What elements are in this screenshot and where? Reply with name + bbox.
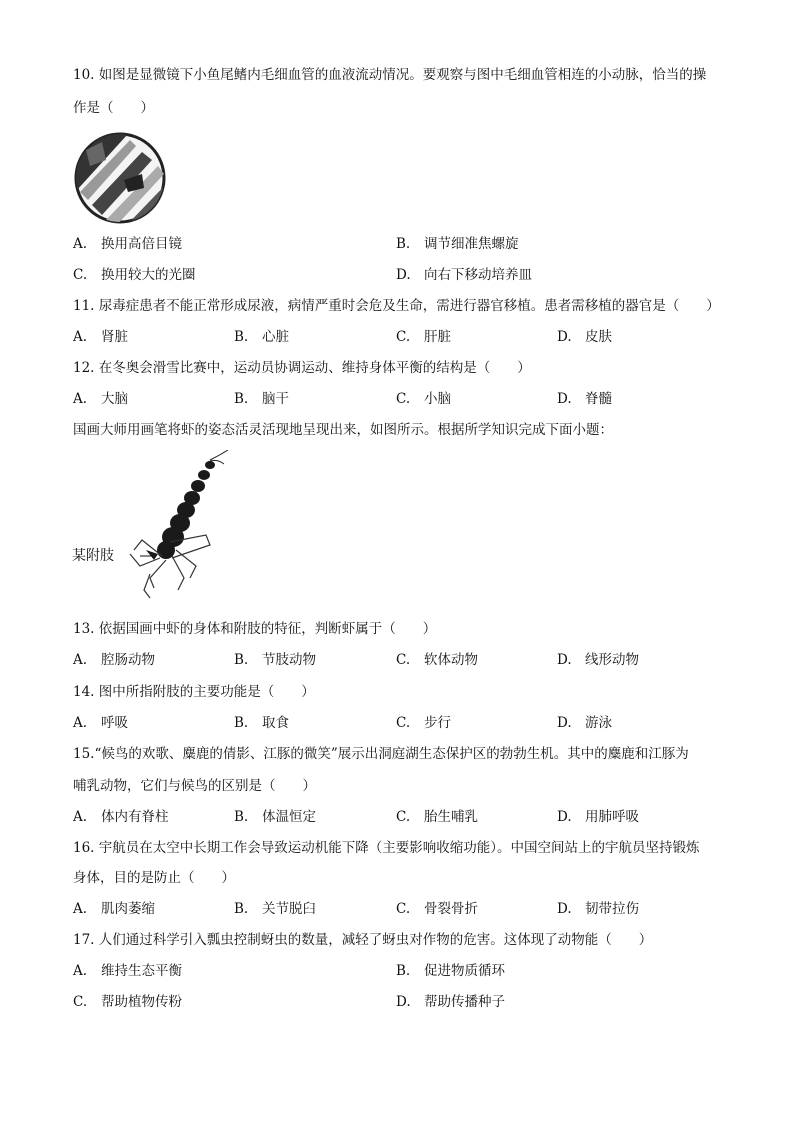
option-key: C. <box>396 329 411 345</box>
q15-stem-line2: 哺乳动物，它们与候鸟的区别是（ ） <box>73 778 316 794</box>
option-text: 换用较大的光圈 <box>101 267 196 283</box>
q13-option-c[interactable] <box>396 651 478 669</box>
option-text: 调节细准焦螺旋 <box>424 236 519 252</box>
option-text: 呼吸 <box>101 715 128 731</box>
option-text: 软体动物 <box>424 652 478 668</box>
q13-stem: 13. 依据国画中虾的身体和附肢的特征，判断虾属于（ ） <box>73 621 437 637</box>
option-text: 脊髓 <box>585 391 612 407</box>
option-key: A. <box>73 236 88 252</box>
shrimp-intro-text: 国画大师用画笔将虾的姿态活灵活现地呈现出来，如图所示。根据所学知识完成下面小题： <box>73 422 613 438</box>
q12-option-b[interactable] <box>234 390 289 408</box>
option-text: 皮肤 <box>585 329 612 345</box>
q16-option-d[interactable] <box>557 900 639 918</box>
q16-stem-line2: 身体，目的是防止（ ） <box>73 870 235 886</box>
q12-option-c[interactable] <box>396 390 451 408</box>
option-key: D. <box>557 809 572 825</box>
option-text: 肌肉萎缩 <box>101 901 155 917</box>
option-key: B. <box>234 715 249 731</box>
option-key: D. <box>557 652 572 668</box>
option-text: 关节脱臼 <box>262 901 316 917</box>
option-text: 脑干 <box>262 391 289 407</box>
q15-option-d[interactable] <box>557 808 639 826</box>
option-text: 节肢动物 <box>262 652 316 668</box>
option-key: A. <box>73 652 88 668</box>
shrimp-body <box>146 461 215 560</box>
option-text: 大脑 <box>101 391 128 407</box>
q13-option-a[interactable] <box>73 651 155 669</box>
option-text: 维持生态平衡 <box>101 963 182 979</box>
q11-option-c[interactable] <box>396 328 451 346</box>
option-key: C. <box>73 994 88 1010</box>
q16-stem-line1: 16. 宇航员在太空中长期工作会导致运动机能下降（主要影响收缩功能）。中国空间站上的宇航员坚持锻炼 <box>73 840 700 856</box>
option-key: A. <box>73 715 88 731</box>
option-key: A. <box>73 391 88 407</box>
option-key: C. <box>73 267 88 283</box>
q10-option-b[interactable] <box>396 235 519 253</box>
option-key: B. <box>396 236 411 252</box>
option-key: B. <box>396 963 411 979</box>
q17-option-a[interactable] <box>73 962 182 980</box>
q11-stem: 11. 尿毒症患者不能正常形成尿液，病情严重时会危及生命，需进行器官移植。患者需移植的器官是（ ） <box>73 298 720 314</box>
option-key: B. <box>234 652 249 668</box>
q15-option-b[interactable] <box>234 808 316 826</box>
option-key: A. <box>73 901 88 917</box>
option-text: 心脏 <box>262 329 289 345</box>
option-key: B. <box>234 901 249 917</box>
q16-option-b[interactable] <box>234 900 316 918</box>
q10-option-a[interactable] <box>73 235 182 253</box>
option-key: D. <box>396 994 411 1010</box>
q14-stem: 14. 图中所指附肢的主要功能是（ ） <box>73 684 315 700</box>
q13-option-d[interactable] <box>557 651 639 669</box>
q17-option-d[interactable] <box>396 993 505 1011</box>
option-text: 胎生哺乳 <box>424 809 478 825</box>
option-text: 取食 <box>262 715 289 731</box>
option-key: D. <box>396 267 411 283</box>
q11-option-d[interactable] <box>557 328 612 346</box>
q13-option-b[interactable] <box>234 651 316 669</box>
option-text: 用肺呼吸 <box>585 809 639 825</box>
option-text: 帮助传播种子 <box>424 994 505 1010</box>
microscope-view-figure <box>72 130 168 226</box>
q12-option-d[interactable] <box>557 390 612 408</box>
option-text: 体内有脊柱 <box>101 809 169 825</box>
option-text: 小脑 <box>424 391 451 407</box>
q12-option-a[interactable] <box>73 390 128 408</box>
option-text: 换用高倍目镜 <box>101 236 182 252</box>
q17-option-c[interactable] <box>73 993 182 1011</box>
option-key: D. <box>557 715 572 731</box>
option-key: A. <box>73 329 88 345</box>
option-text: 促进物质循环 <box>424 963 505 979</box>
q15-option-c[interactable] <box>396 808 478 826</box>
option-key: C. <box>396 391 411 407</box>
q11-option-a[interactable] <box>73 328 128 346</box>
option-key: B. <box>234 809 249 825</box>
option-text: 韧带拉伤 <box>585 901 639 917</box>
q12-stem: 12. 在冬奥会滑雪比赛中，运动员协调运动、维持身体平衡的结构是（ ） <box>73 360 531 376</box>
q10-stem-line2: 作是（ ） <box>73 100 154 116</box>
option-text: 帮助植物传粉 <box>101 994 182 1010</box>
option-text: 肝脏 <box>424 329 451 345</box>
q10-option-c[interactable] <box>73 266 196 284</box>
option-key: D. <box>557 391 572 407</box>
option-key: B. <box>234 329 249 345</box>
q17-option-b[interactable] <box>396 962 505 980</box>
q11-option-b[interactable] <box>234 328 289 346</box>
option-text: 骨裂骨折 <box>424 901 478 917</box>
option-key: C. <box>396 652 411 668</box>
q10-stem-line1: 10. 如图是显微镜下小鱼尾鳍内毛细血管的血液流动情况。要观察与图中毛细血管相连的小动脉，恰当的操 <box>73 67 707 83</box>
q16-option-c[interactable] <box>396 900 478 918</box>
q16-option-a[interactable] <box>73 900 155 918</box>
option-key: A. <box>73 963 88 979</box>
q17-stem: 17. 人们通过科学引入瓢虫控制蚜虫的数量，减轻了蚜虫对作物的危害。这体现了动物能（ ） <box>73 932 653 948</box>
q14-option-b[interactable] <box>234 714 289 732</box>
shrimp-painting-figure <box>110 450 240 600</box>
option-text: 游泳 <box>585 715 612 731</box>
option-key: D. <box>557 901 572 917</box>
option-key: C. <box>396 901 411 917</box>
option-text: 腔肠动物 <box>101 652 155 668</box>
appendage-label: 某附肢 <box>72 548 114 564</box>
option-key: C. <box>396 809 411 825</box>
option-text: 步行 <box>424 715 451 731</box>
q10-option-d[interactable] <box>396 266 532 284</box>
option-key: B. <box>234 391 249 407</box>
q14-option-d[interactable] <box>557 714 612 732</box>
option-text: 向右下移动培养皿 <box>424 267 532 283</box>
q14-option-c[interactable] <box>396 714 451 732</box>
option-key: C. <box>396 715 411 731</box>
q14-option-a[interactable] <box>73 714 128 732</box>
option-text: 线形动物 <box>585 652 639 668</box>
option-text: 肾脏 <box>101 329 128 345</box>
q15-stem-line1: 15.“候鸟的欢歌、麋鹿的倩影、江豚的微笑”展示出洞庭湖生态保护区的勃勃生机。其中的麋鹿和江豚为 <box>73 746 689 762</box>
option-text: 体温恒定 <box>262 809 316 825</box>
option-key: A. <box>73 809 88 825</box>
option-key: D. <box>557 329 572 345</box>
q15-option-a[interactable] <box>73 808 169 826</box>
